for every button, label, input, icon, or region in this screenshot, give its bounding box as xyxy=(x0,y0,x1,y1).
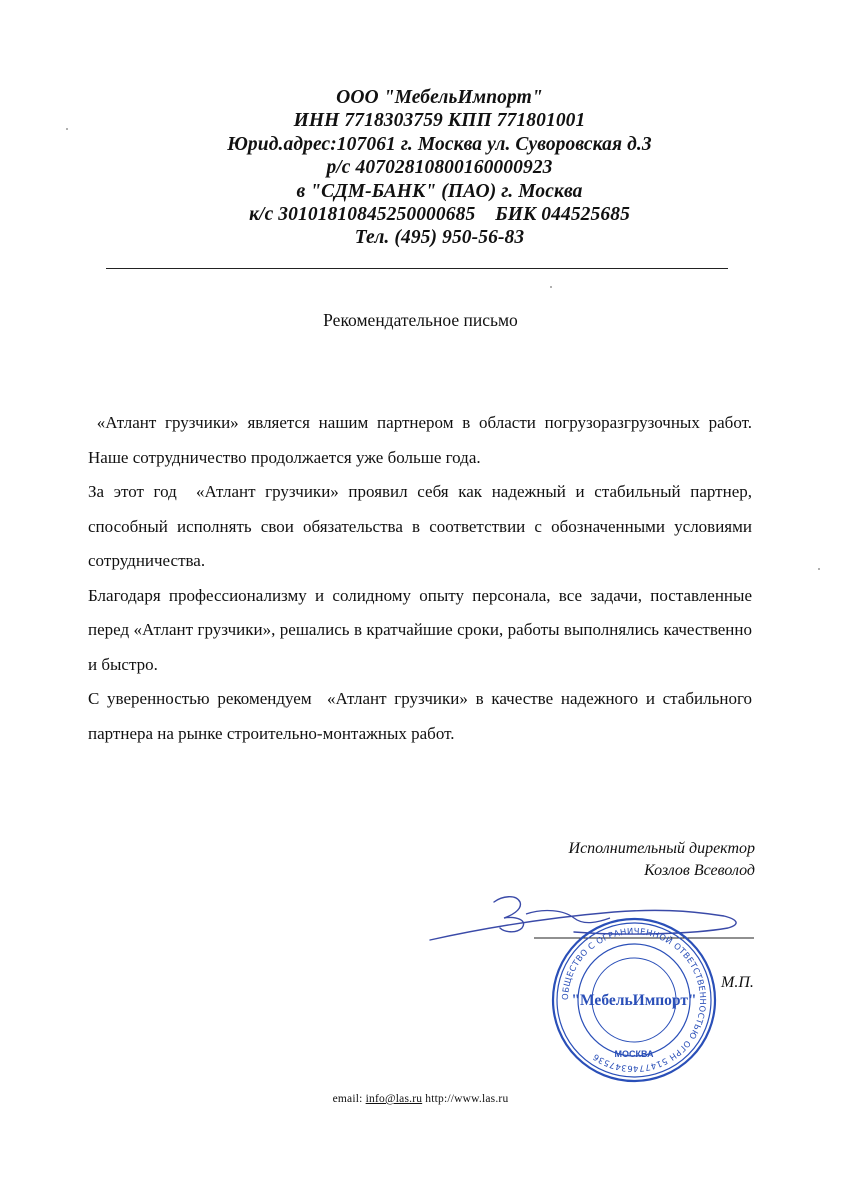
bank-account: р/с 40702810800160000923 xyxy=(326,157,553,179)
footer: email: info@las.ru http://www.las.ru xyxy=(332,1093,509,1105)
signatory-name: Козлов Всеволод xyxy=(644,862,755,879)
signatory-position: Исполнительный директор xyxy=(568,840,755,857)
paragraph: Благодаря профессионализму и солидному опыту персонала, все задачи, поставленные перед «Атлант грузчики», решались в кратчайшие сроки, работы выполнялись качественно и быстро. xyxy=(88,585,752,674)
letter-body xyxy=(88,406,757,751)
seal-city: МОСКВА xyxy=(614,1049,654,1059)
inn-kpp: ИНН 7718303759 КПП 771801001 xyxy=(293,110,586,132)
phone: Тел. (495) 950-56-83 xyxy=(354,227,525,249)
paragraph: «Атлант грузчики» является нашим партнером в области погрузоразгрузочных работ. Наше сотрудничество продолжается уже больше года. xyxy=(88,413,757,467)
company-name: ООО "МебельИмпорт" xyxy=(336,87,543,108)
document-title: Рекомендательное письмо xyxy=(323,310,518,330)
signatory-block xyxy=(569,838,755,882)
corr-account-bik: к/с 30101810845250000685 БИК 044525685 xyxy=(249,204,630,226)
scan-speck xyxy=(818,568,820,570)
website-link[interactable]: http://www.las.ru xyxy=(425,1093,509,1105)
header-divider xyxy=(106,268,728,269)
email-link[interactable]: info@las.ru xyxy=(365,1093,423,1105)
scan-speck xyxy=(550,286,552,288)
scan-speck xyxy=(66,128,68,130)
paragraph: С уверенностью рекомендуем «Атлант грузчики» в качестве надежного и стабильного партнера на рынке строительно-монтажных работ. xyxy=(88,689,757,743)
legal-address: Юрид.адрес:107061 г. Москва ул. Суворовская д.3 xyxy=(227,133,652,155)
seal-mark: М.П. xyxy=(721,974,754,991)
seal-center-text: "МебельИмпорт" xyxy=(571,992,697,1009)
company-seal xyxy=(550,916,718,1084)
letterhead xyxy=(0,86,841,250)
paragraph: За этот год «Атлант грузчики» проявил себя как надежный и стабильный партнер, способный исполнять свои обязательства в соответствии с обозначенными условиями сотрудничества. xyxy=(88,482,757,570)
seal-ring-text: ОБЩЕСТВО С ОГРАНИЧЕННОЙ ОТВЕТСТВЕННОСТЬЮ ОГРН 5147746347536 xyxy=(559,925,709,1075)
email-label: email xyxy=(332,1093,360,1105)
bank-name: в "СДМ-БАНК" (ПАО) г. Москва xyxy=(296,180,583,202)
